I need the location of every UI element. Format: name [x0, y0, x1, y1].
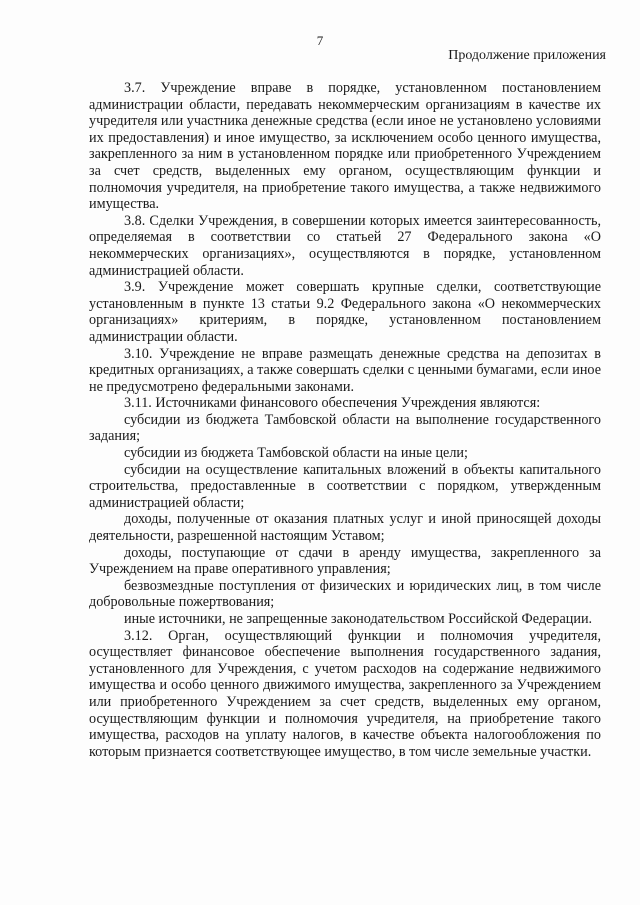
funding-source-item: иные источники, не запрещенные законодательством Российской Федерации.	[124, 611, 593, 627]
funding-source-item: доходы, полученные от оказания платных услуг и иной приносящей доходы деятельности, разрешенной настоящим Уставом;	[89, 511, 601, 545]
funding-source-item: субсидии на осуществление капитальных вложений в объекты капитального строительства, предоставленные в соответствии с порядком, утвержденным администрацией области;	[89, 461, 601, 511]
funding-source-item: субсидии из бюджета Тамбовской области на иные цели;	[124, 445, 468, 462]
paragraph-3-7: 3.7. Учреждение вправе в порядке, установленном постановлением администрации области, передавать некоммерческим организациям в качестве их учредителя или участника денежные средства (если иное не установлено условиями их предоставления) и иное имущество, за исключением особо ценного имущества, закрепленного за ним в установленном порядке или приобретенного Учреждением за счет средств, выделенных ему органом, осуществляющим функции и полномочия учредителя, на приобретение такого имущества, а также недвижимого имущества.	[89, 80, 601, 213]
paragraph-3-9: 3.9. Учреждение может совершать крупные сделки, соответствующие установленным в пункте 13 статьи 9.2 Федерального закона «О некоммерческих организациях» критериям, в порядке, установленном постановлением администрации области.	[89, 279, 601, 345]
paragraph-3-12: 3.12. Орган, осуществляющий функции и полномочия учредителя, осуществляет финансовое обеспечение выполнения государственного задания, установленного для Учреждения, с учетом расходов на содержание недвижимого имущества и особо ценного движимого имущества, закрепленного за Учреждением или приобретенного Учреждением за счет средств, выделенных ему органом, осуществляющим функции и полномочия учредителя, на приобретение такого имущества, расходов на уплату налогов, в качестве объекта налогообложения по которым признается соответствующее имущество, в том числе земельные участки.	[89, 627, 601, 760]
paragraph-3-11: 3.11. Источниками финансового обеспечения Учреждения являются:	[124, 395, 541, 412]
appendix-continuation-note: Продолжение приложения	[448, 48, 606, 63]
funding-source-item: субсидии из бюджета Тамбовской области на выполнение государственного задания;	[89, 411, 601, 445]
funding-source-item: безвозмездные поступления от физических и юридических лиц, в том числе добровольные пожертвования;	[89, 577, 601, 611]
paragraph-3-8: 3.8. Сделки Учреждения, в совершении которых имеется заинтересованность, определяемая в соответствии со статьей 27 Федерального закона «О некоммерческих организациях», осуществляются в порядке, установленном администрацией области.	[89, 212, 601, 279]
body-text	[89, 80, 601, 760]
page-number: 7	[316, 33, 324, 48]
paragraph-3-10: 3.10. Учреждение не вправе размещать денежные средства на депозитах в кредитных организациях, а также совершать сделки с ценными бумагами, если иное не предусмотрено федеральными законами.	[89, 345, 601, 395]
funding-source-item: доходы, поступающие от сдачи в аренду имущества, закрепленного за Учреждением на праве оперативного управления;	[89, 544, 601, 578]
